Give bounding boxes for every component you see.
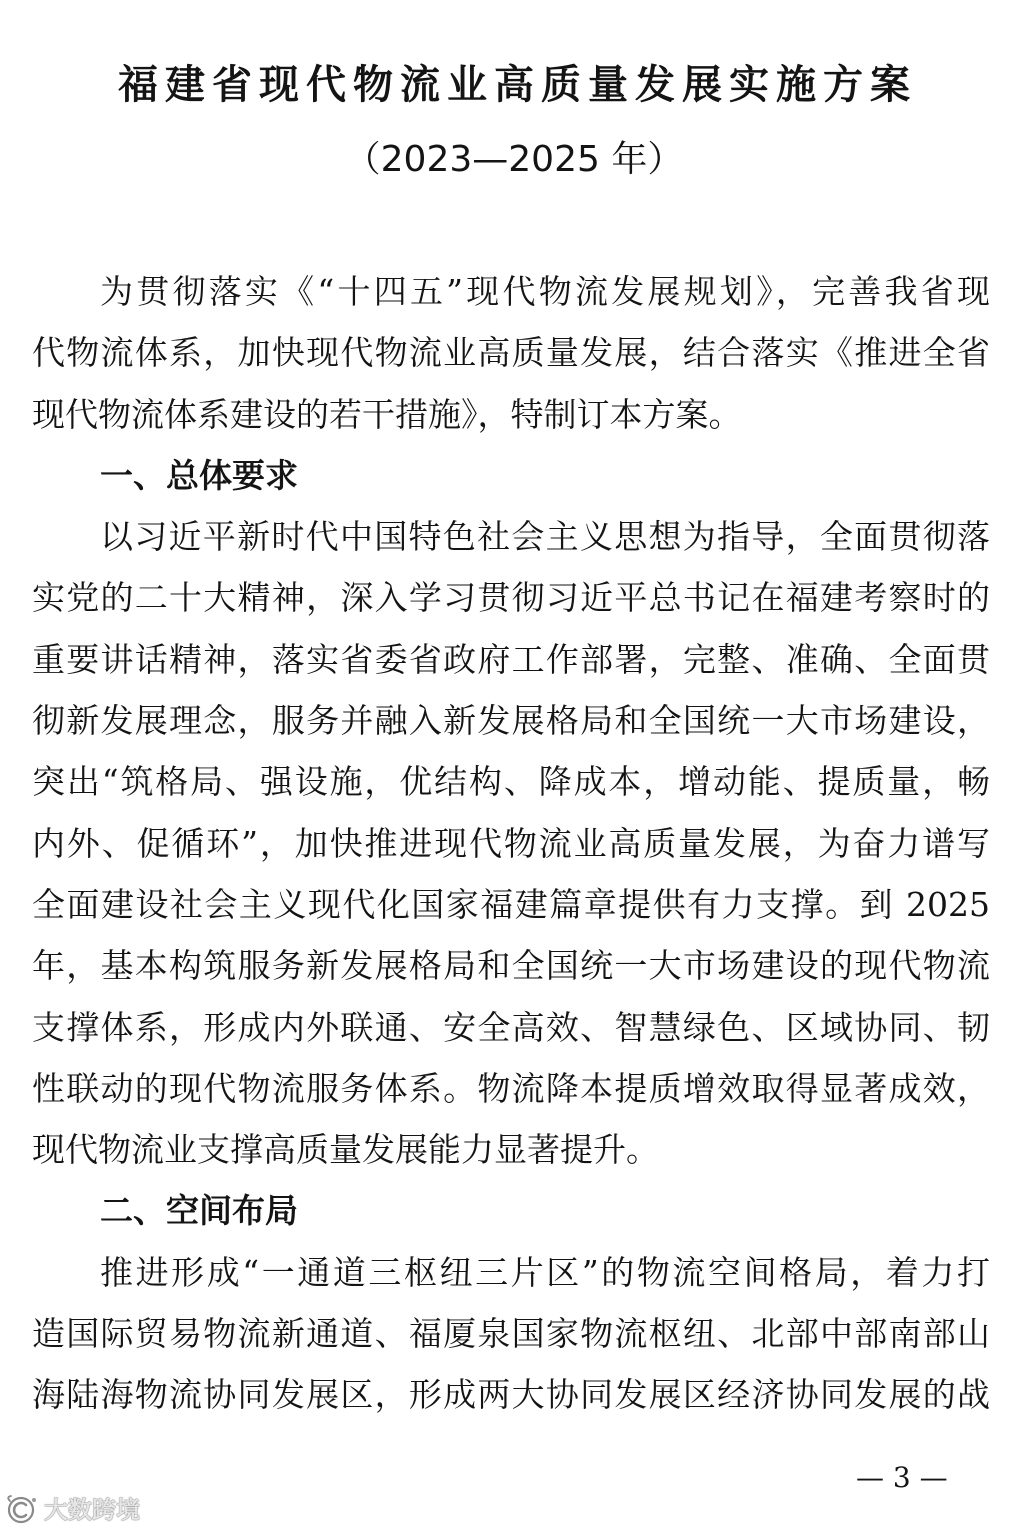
paragraph-line: 性联动的现代物流服务体系。物流降本提质增效取得显著成效， — [32, 1068, 990, 1108]
paragraph-line: 以习近平新时代中国特色社会主义思想为指导，全面贯彻落 — [100, 517, 990, 557]
paragraph-line: 重要讲话精神，落实省委省政府工作部署，完整、准确、全面贯 — [32, 639, 990, 679]
paragraph-line: 彻新发展理念，服务并融入新发展格局和全国统一大市场建设， — [32, 701, 990, 741]
document-body — [32, 261, 990, 1426]
paragraph-line: 现代物流业支撑高质量发展能力显著提升。 — [32, 1130, 659, 1170]
paragraph-line: 全面建设社会主义现代化国家福建篇章提供有力支撑。到 2025 — [32, 884, 990, 924]
section-heading: 一、总体要求 — [100, 455, 298, 495]
paragraph-line: 海陆海物流协同发展区，形成两大协同发展区经济协同发展的战 — [32, 1375, 990, 1415]
watermark-logo-icon — [4, 1494, 40, 1526]
paragraph-line: 为贯彻落实《“十四五”现代物流发展规划》，完善我省现 — [100, 272, 990, 311]
document-title: 福建省现代物流业高质量发展实施方案 — [118, 61, 917, 108]
paragraph-line: 支撑体系，形成内外联通、安全高效、智慧绿色、区域协同、韧 — [32, 1007, 990, 1047]
paragraph-line: 内外、促循环”，加快推进现代物流业高质量发展，为奋力谱写 — [32, 823, 990, 863]
watermark-text: 大数跨境 — [44, 1496, 140, 1524]
paragraph-line: 年，基本构筑服务新发展格局和全国统一大市场建设的现代物流 — [32, 946, 990, 986]
paragraph-line: 代物流体系，加快现代物流业高质量发展，结合落实《推进全省 — [32, 333, 990, 373]
paragraph-line: 突出“筑格局、强设施，优结构、降成本，增动能、提质量，畅 — [32, 762, 990, 802]
paragraph-line: 造国际贸易物流新通道、福厦泉国家物流枢纽、北部中部南部山 — [32, 1314, 990, 1354]
paragraph-line: 推进形成“一通道三枢纽三片区”的物流空间格局，着力打 — [100, 1252, 990, 1292]
paragraph-line: 实党的二十大精神，深入学习贯彻习近平总书记在福建考察时的 — [32, 578, 990, 618]
section-heading: 二、空间布局 — [100, 1191, 298, 1231]
watermark — [4, 1494, 140, 1526]
document-subtitle: （2023—2025 年） — [344, 139, 684, 180]
page-number: — 3 — — [856, 1461, 948, 1494]
paragraph-line: 现代物流体系建设的若干措施》，特制订本方案。 — [32, 394, 742, 434]
